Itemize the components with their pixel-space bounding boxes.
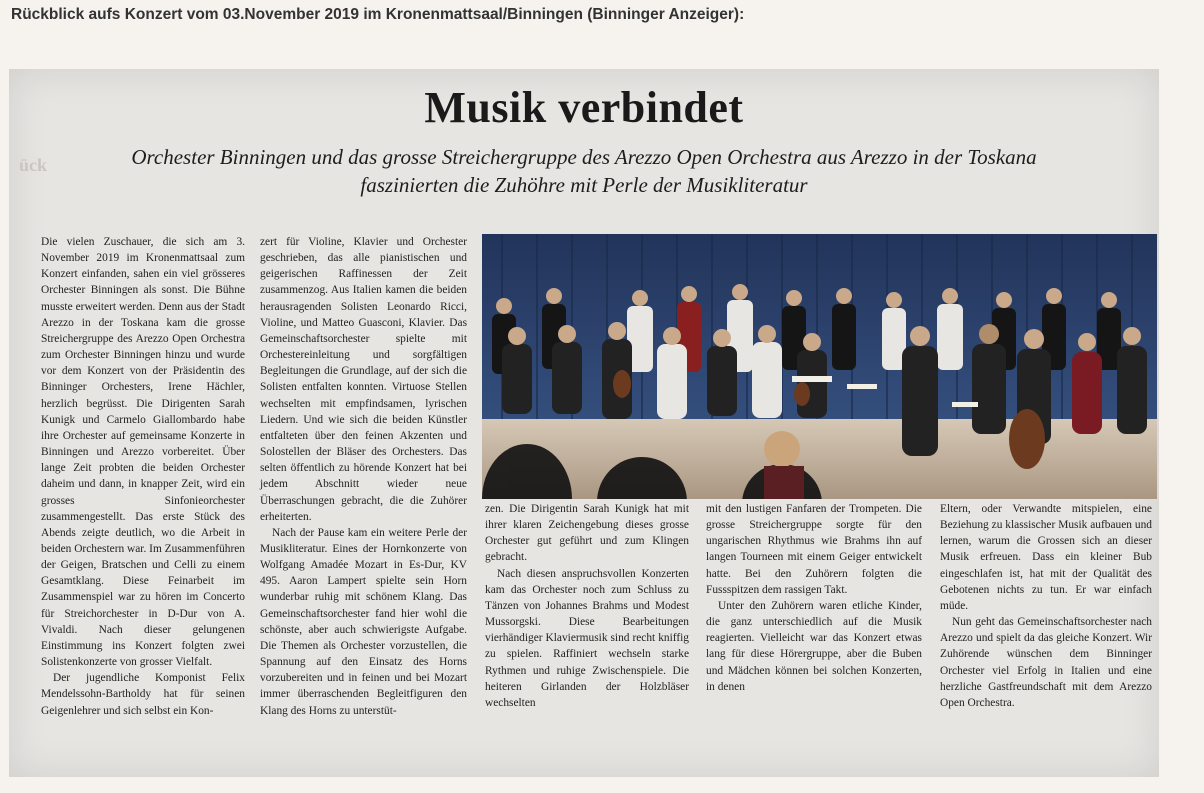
column-4-paragraph-1: mit den lustigen Fanfaren der Trompeten. Die grosse Streichergruppe sorgte für den ungarischen Rhythmus wie Brahms ihn auf langen Tourneen mit einem Geiger entwickelt hatte. Bei den Zuhörern folgten die Fussspitzen dem rassigen Takt. (706, 503, 922, 596)
column-1-paragraph-2: Der jugendliche Komponist Felix Mendelssohn-Bartholdy hat für seinen Geigenlehrer und sich selbst ein Kon- (41, 672, 245, 717)
bleed-through-decoration: ück (19, 155, 48, 175)
column-5-paragraph-1: Eltern, oder Verwandte mitspielen, eine Beziehung zu klassischer Musik aufbauen und lernen, warum die Grossen sich an dieser Musik erfreuen. Dass ein kleiner Bub eingeschlafen ist, hat mit der Qualität des Gebotenen nichts zu tun. Er war einfach müde. (940, 503, 1152, 612)
column-3-paragraph-1: zen. Die Dirigentin Sarah Kunigk hat mit ihrer klaren Zeichengebung dieses grosse Orchester gut geführt und zum Klingen gebracht. (485, 503, 689, 564)
subhead-line-2: faszinierten die Zuhöhre mit Perle der Musikliteratur (360, 173, 808, 197)
newspaper-clipping (9, 69, 1159, 777)
subhead-line-1: Orchester Binningen und das grosse Streichergruppe des Arezzo Open Orchestra aus Arezzo in der Toskana (131, 145, 1037, 169)
article-column-2 (260, 234, 467, 719)
column-4-paragraph-2: Unter den Zuhörern waren etliche Kinder, die ganz unterschiedlich auf die Musik reagierten. Vielleicht war das Konzert etwas lang für diese Hörergruppe, aber die Buben und Mädchen können bei solchen Konzerten, in denen (706, 599, 922, 693)
article-column-5 (940, 501, 1152, 711)
article-column-4 (706, 501, 922, 695)
column-2-paragraph-2: Nach der Pause kam ein weitere Perle der Musikliteratur. Eines der Hornkonzerte von Wolfgang Amadée Mozart in Es-Dur, KV 495. Aaron Lampert spielte sein Horn wunderbar ruhig mit schönem Klang. Das Gemeinschaftsorchester fand hier wohl die schönste, aber auch schwierigste Aufgabe. Die Themen als Orchester vorzustellen, die Spannung auf den Einsatz des Horns vorzubereiten und in feinen und bei Mozart immer überraschenden Begleitfiguren den Klang des Horns zu unterstüt- (260, 526, 467, 717)
column-5-paragraph-2: Nun geht das Gemeinschaftsorchester nach Arezzo und spielt da das gleiche Konzert. Wir Zuhörende wünschen dem Binninger Orchester viel Erfolg in Italien und eine herzliche Gastfreundschaft mit dem Arezzo Open Orchestra. (940, 616, 1152, 709)
article-headline: Musik verbindet (424, 83, 744, 132)
article-column-3 (485, 501, 689, 711)
orchestra-photo (482, 234, 1157, 499)
column-1-paragraph-1: Die vielen Zuschauer, die sich am 3. November 2019 im Kronenmattsaal zum Konzert einfanden, sahen ein viel grösseres Orchester Binningen als sonst. Die Bühne musste erweitert werden. Denn aus der Stadt Arezzo in der Toskana kam die grosse Streichergruppe des Arezzo Open Orchestra zum Orchester Binningen hinzu und wurde vor dem Konzert von der Präsidentin des Binninger Orchesters, Irene Hächler, herzlich begrüsst. Die Dirigenten Sarah Kunigk und Carmelo Giallombardo habe ihre Orchester auf gemeinsame Konzerte in Binningen und Arezzo vorbereitet. Über lange Zeit probten die beiden Orchester daheim und dann, in knapper Zeit, wird ein grosses Sinfonieorchester zusammengestellt. Das erste Stück des Abends zeigte deutlich, wo die Arbeit in beiden Orchestern war. Im Zusammenführen der Geigen, Bratschen und Celli zu einem Gesamtklang. Diese Feinarbeit im Zusammenspiel war zu hören im Concerto für Streichorchester in D-Dur von A. Vivaldi. Nach dieser gelungenen Einstimmung ins Konzert folgten zwei Solistenkonzerte von grosser Vielfalt. (41, 236, 246, 669)
article-column-1 (41, 234, 245, 719)
column-3-paragraph-2: Nach diesen anspruchsvollen Konzerten kam das Orchester noch zum Schluss zu Tänzen von Johannes Brahms und Modest Mussorgski. Diese Bearbeitungen vierhändiger Klaviermusik sind recht kniffig zu spielen. Raffiniert wechseln starke Rythmen und ruhige Zwischenspiele. Die heiteren Girlanden der Holzbläser wechselten (485, 567, 689, 709)
page-heading: Rückblick aufs Konzert vom 03.November 2019 im Kronenmattsaal/Binningen (Binninger Anzeiger): (11, 6, 745, 23)
column-2-paragraph-1: zert für Violine, Klavier und Orchester geschrieben, das alle pianistischen und geigerischen Raffinessen der Zeit zusammenzog. Aus Italien kamen die beiden herausragenden Solisten Leonardo Ricci, Violine, und Matteo Guasconi, Klavier. Das Gemeinschaftsorchester spielte mit Orchestereinleitung und sorgfältigen Begleitungen die Grundlage, auf der sich die Solisten entfalten konnten. Virtuose Stellen wechselten mit empfindsamen, lyrischen Liedern. Und wie sich die beiden Künstler entfalteten über den feinen Akzenten und Solostellen der Bläser des Orchesters. Das selten öffentlich zu hörende Konzert hat bei jedem Abschnitt wieder neue Überraschungen gebracht, die die Zuhörer erheiterten. (260, 236, 467, 523)
orchestra-photo-illustration (482, 234, 1157, 499)
article-subhead (69, 143, 1099, 199)
